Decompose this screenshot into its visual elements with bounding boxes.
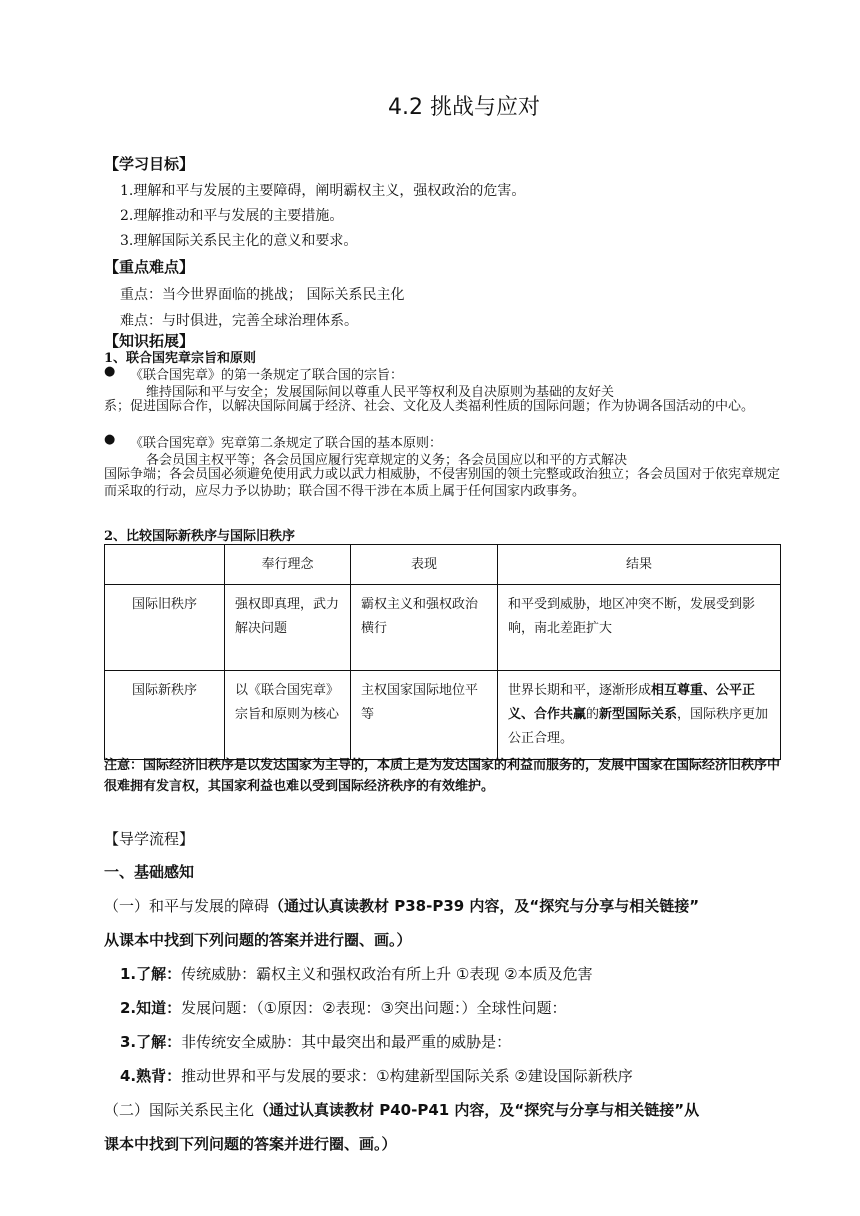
- paragraph-first-line: 维持国际和平与安全；发展国际间以尊重人民平等权利及自决原则为基础的友好关: [146, 385, 615, 400]
- table-cell-result: [498, 671, 781, 760]
- table-cell: 主权国家国际地位平等: [351, 671, 498, 760]
- result-text: ，国际秩序更加公正合理。: [508, 707, 769, 746]
- guide-item: [120, 963, 593, 984]
- comparison-table: [104, 544, 781, 760]
- paragraph-body: 系；促进国际合作，以解决国际间属于经济、社会、文化及人类福利性质的国际问题；作为协调各国活动的中心。: [104, 399, 755, 414]
- objective-item: 2.理解推动和平与发展的主要措施。: [120, 208, 344, 224]
- row-label: 国际新秩序: [105, 671, 225, 760]
- guide-item-text: 非传统安全威胁：其中最突出和最严重的威胁是：: [181, 1033, 512, 1051]
- table-header: 结果: [498, 545, 781, 585]
- subsection-title: （二）国际关系民主化: [104, 1101, 255, 1119]
- paragraph-body: 国际争端；各会员国必须避免使用武力或以武力相威胁，不侵害别国的领土完整或政治独立；各会员国对于依宪章规定而采取的行动，应尽力予以协助；联合国不得干涉在本质上属于任何国家内政事务。: [104, 467, 781, 499]
- keypoints-focus: 重点：当今世界面临的挑战； 国际关系民主化: [120, 287, 405, 303]
- bullet-icon: ●: [104, 432, 116, 447]
- guide-item: [120, 1031, 511, 1052]
- subsection-instruction: 从课本中找到下列问题的答案并进行圈、画。）: [104, 931, 412, 949]
- paragraph-first-line: 各会员国主权平等；各会员国应履行宪章规定的义务；各会员国应以和平的方式解决: [146, 453, 628, 468]
- result-text: 世界长期和平，逐渐形成: [508, 683, 652, 698]
- guide-item-label: 4.熟背：: [120, 1067, 182, 1085]
- subsection-instruction: 课本中找到下列问题的答案并进行圈、画。）: [104, 1135, 397, 1153]
- table-cell: 霸权主义和强权政治横行: [351, 585, 498, 671]
- guide-heading: 【导学流程】: [104, 830, 195, 848]
- result-emphasis: 新型国际关系: [599, 707, 678, 722]
- table-cell: 和平受到威胁，地区冲突不断，发展受到影响，南北差距扩大: [498, 585, 781, 671]
- guide-item-text: 传统威胁：霸权主义和强权政治有所上升 ①表现 ②本质及危害: [181, 965, 593, 983]
- guide-item-label: 3.了解：: [120, 1033, 182, 1051]
- keypoints-heading: 【重点难点】: [104, 258, 195, 276]
- subsection-instruction: （通过认真读教材 P38-P39 内容，及“探究与分享与相关链接”: [269, 897, 700, 915]
- objective-item: 1.理解和平与发展的主要障碍，阐明霸权主义，强权政治的危害。: [120, 183, 526, 199]
- table-header-row: [105, 545, 781, 585]
- result-emphasis: 相互尊重、公平正义、合作共赢: [508, 683, 756, 722]
- row-label: 国际旧秩序: [105, 585, 225, 671]
- guide-item: [120, 997, 567, 1018]
- objective-item: 3.理解国际关系民主化的意义和要求。: [120, 233, 358, 249]
- bullet-icon: ●: [104, 364, 116, 379]
- keypoints-difficulty: 难点：与时俱进，完善全球治理体系。: [120, 313, 358, 329]
- objectives-heading: 【学习目标】: [104, 155, 195, 173]
- section-title: 1、联合国宪章宗旨和原则: [104, 351, 257, 366]
- guide-item-label: 1.了解：: [120, 965, 182, 983]
- guide-item-label: 2.知道：: [120, 999, 182, 1017]
- table-row: [105, 585, 781, 671]
- section-title: 2、比较国际新秩序与国际旧秩序: [104, 529, 296, 544]
- bullet-text: 《联合国宪章》的第一条规定了联合国的宗旨：: [130, 368, 404, 383]
- subsection-instruction: （通过认真读教材 P40-P41 内容，及“探究与分享与相关链接”从: [254, 1101, 700, 1119]
- part-title: 一、基础感知: [104, 863, 195, 881]
- knowledge-heading: 【知识拓展】: [104, 332, 195, 350]
- guide-item-text: 发展问题：（①原因：②表现：③突出问题：）全球性问题：: [181, 999, 567, 1017]
- result-text: 的: [586, 707, 600, 722]
- subsection-title: （一）和平与发展的障碍: [104, 897, 270, 915]
- note-paragraph: 注意：国际经济旧秩序是以发达国家为主导的，本质上是为发达国家的利益而服务的，发展中国家在国际经济旧秩序中很难拥有发言权，其国家利益也难以受到国际经济秩序的有效维护。: [104, 758, 781, 794]
- bullet-text: 《联合国宪章》宪章第二条规定了联合国的基本原则：: [130, 436, 443, 451]
- table-header: 表现: [351, 545, 498, 585]
- page-title: 4.2 挑战与应对: [388, 95, 540, 120]
- table-header: [105, 545, 225, 585]
- table-row: [105, 671, 781, 760]
- guide-item: [120, 1065, 633, 1086]
- subsection-line: [104, 1099, 699, 1120]
- table-cell: 以《联合国宪章》宗旨和原则为核心: [225, 671, 351, 760]
- table-header: 奉行理念: [225, 545, 351, 585]
- table-cell: 强权即真理，武力解决问题: [225, 585, 351, 671]
- subsection-line: [104, 895, 699, 916]
- guide-item-text: 推动世界和平与发展的要求：①构建新型国际关系 ②建设国际新秩序: [181, 1067, 633, 1085]
